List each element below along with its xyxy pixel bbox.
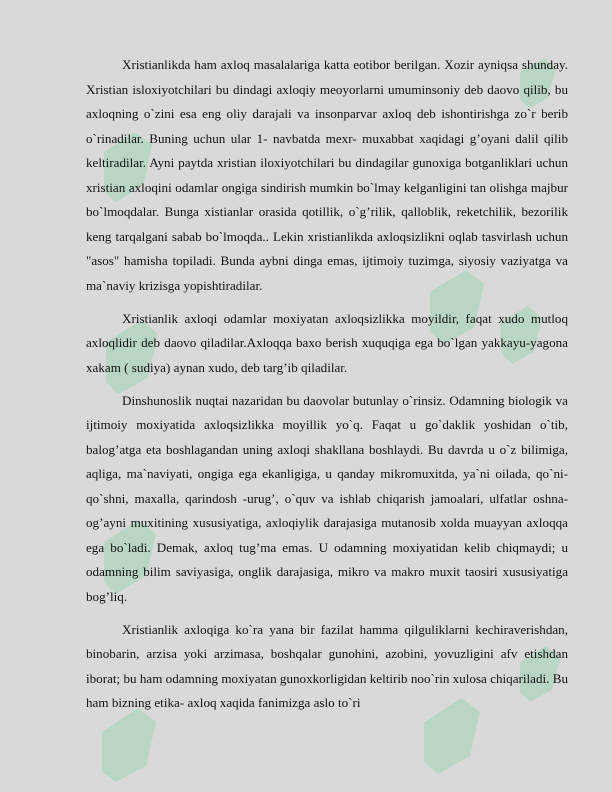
paragraph-3: Dinshunoslik nuqtai nazaridan bu daovolar butunlay o`rinsiz. Odamning biologik va ijtimoiy moxiyatida axloqsizlikka moyillik yo`q. Faqat u go`daklik yoshidan o`tib, balog’atga eta boshlagandan uning axloqi shakllana boshlaydi. Bu davrda u o`z bilimiga, aqliga, ma`naviyati, ongiga ega ekanligiga, u qanday mikromuxitda, ya`ni oilada, qo`ni-qo`shni, maxalla, qarindosh -urug’, o`quv va ishlab chiqarish jamoalari, ulfatlar oshna- og’ayni muxitining xususiyatiga, axloqiylik darajasiga mutanosib xolda muayyan axloqqa ega bo`ladi. Demak, axloq tug’ma emas. U odamning moxiyatidan kelib chiqmaydi; u odamning bilim saviyasiga, onglik darajasiga, mikro va makro muxit taosiri xususiyatiga bog’liq. — [86, 392, 568, 604]
paragraph-2: Xristianlik axloqi odamlar moxiyatan axloqsizlikka moyildir, faqat xudo mutloq axloqlidir deb daovo qiladilar.Axloqqa baxo berish xuquqiga ega bo`lgan yakkayu-yagona xakam ( sudiya) aynan xudo, deb targ’ib qiladilar. — [86, 310, 568, 375]
document-body — [86, 53, 568, 724]
paragraph-4: Xristianlik axloqiga ko`ra yana bir fazilat hamma qilguliklarni kechiraverishdan, binobarin, arzisa yoki arzimasa, boshqalar gunohini, azobini, yovuzligini afv etishdan iborat; bu ham odamning moxiyatan gunoxkorligidan keltirib noo`rin xulosa chiqariladi. Bu ham bizning etika- axloq xaqida fanimizga aslo to`ri — [86, 621, 568, 710]
paragraph-1: Xristianlikda ham axloq masalalariga katta eotibor berilgan. Xozir ayniqsa shunday. Xristian isloxiyotchilari bu dindagi axloqiy meoyorlarni umuminsoniy deb daovo qilib, bu axloqning o`zini esa eng oliy darajali va insonparvar axloq deb ishontirishga zo`r berib o`rinadilar. Buning uchun ular 1- navbatda mexr- muxabbat xaqidagi g’oyani dalil qilib keltiradilar. Ayni paytda xristian iloxiyotchilari bu dindagilar gunoxiga botganliklari uchun xristian axloqini odamlar ongiga sindirish mumkin bo`lmay kelganligini tan olishga majbur bo`lmoqdalar. Bunga xistianlar orasida qotillik, o`g’rilik, qalloblik, reketchilik, bezorilik keng tarqalgani sabab bo`lmoqda.. Lekin xristianlikda axloqsizlikni oqlab tasvirlash uchun "asos" hamisha topiladi. Bunda aybni dinga emas, ijtimoiy tuzimga, siyosiy vaziyatga va ma`naviy krizisga yopishtiradilar. — [86, 57, 568, 293]
